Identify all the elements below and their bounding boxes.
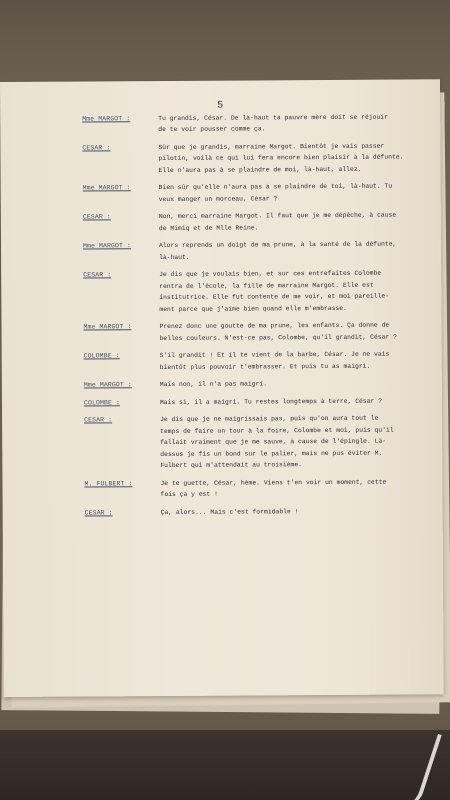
dialogue-line: ment parce que j'aime bien quand elle m'embrasse.: [159, 304, 348, 313]
dialogue-entry: [1, 270, 441, 313]
page-number: 5: [217, 100, 224, 112]
dialogue-line: Bien sûr qu'elle n'aura pas à se plaindre de toi, là-haut. Tu: [158, 182, 393, 192]
dialogue-line: Tu grandis, César. De là-haut ta pauvre mère doit se réjouir: [158, 113, 388, 123]
dialogue-line: Alors reprends un doigt de ma prune, à la santé de la défunte,: [158, 240, 397, 250]
dialogue-line: Non, merci marraine Margot. Il faut que je me dépêche, à cause: [158, 211, 397, 221]
dialogue-line: Je dis que je voulais bien, et sur ces entrefaites Colombe: [159, 270, 382, 279]
dialogue-entry: [2, 379, 442, 389]
speaker-name: M. FULBERT :: [84, 479, 133, 488]
document-page: [0, 79, 444, 697]
dialogue-line: fois ça y est !: [160, 490, 218, 499]
speaker-name: COLOMBE :: [83, 352, 120, 360]
dialogue-line: Fulbert qui m'attendait au troisième.: [160, 461, 303, 470]
dialogue-entry: [0, 142, 440, 174]
speaker-name: CESAR :: [84, 508, 113, 517]
speaker-name: CESAR :: [84, 416, 113, 424]
dialogue-line: Mais non, il n'a pas maigri.: [159, 380, 268, 389]
dialogue-line: pilotin, voilà ce qui lui fera encore bien plaisir à la défunte.: [158, 153, 404, 163]
dialogue-line: Je dis que je ne maigrissais pas, puis qu'on aura tout le: [160, 415, 379, 424]
dialogue-line: de te voir pousser comme ça.: [158, 125, 266, 134]
dialogue-line: temps de faire un tour à la foire, Colombe et moi, puis qu'il: [160, 426, 394, 435]
dialogue-entry: [3, 507, 443, 517]
speaker-name: CESAR :: [82, 144, 111, 152]
dialogue-line: S'il grandit ! Et il te vient de la barbe, César. Je ne vais: [159, 350, 390, 360]
speaker-name: Mme MARGOT :: [82, 184, 131, 192]
dialogue-entry: [0, 113, 440, 134]
dialogue-entry: [2, 415, 442, 470]
dialogue-line: veux manger un morceau, César ?: [158, 195, 278, 203]
dialogue-entry: [2, 478, 442, 499]
dialogue-line: institutrice. Elle fut contente de me voir, et moi pareille-: [159, 292, 390, 302]
speaker-name: Mme MARGOT :: [82, 115, 131, 123]
dialogue-entry: [1, 182, 441, 203]
speaker-name: CESAR :: [82, 213, 111, 221]
dialogue-line: dessus je fis un bond sur le palier, mais ne pus éviter M.: [160, 449, 383, 458]
dialogue-line: Elle n'aura pas à se plaindre de moi, là-haut, allez.: [158, 165, 362, 174]
dialogue-line: Je te guette, César, hème. Viens t'en voir un moment, cette: [160, 478, 387, 487]
dialogue-entry: [2, 350, 442, 371]
dialogue-line: Ça, alors... Mais c'est formidable !: [160, 507, 299, 516]
dialogue-entry: [2, 397, 442, 407]
dialogue-entry: [1, 240, 441, 261]
speaker-name: CESAR :: [83, 271, 112, 279]
dialogue-list: [0, 113, 440, 517]
dialogue-line: bientôt plus pouvoir t'embrasser. Et puis tu as maigri.: [159, 362, 371, 371]
dialogue-entry: [1, 211, 441, 232]
speaker-name: COLOMBE :: [83, 399, 120, 407]
speaker-name: Mme MARGOT :: [82, 242, 132, 250]
dialogue-line: rentra de l'école, la fille de marraine Margot. Elle est: [159, 281, 374, 290]
speaker-name: Mme MARGOT :: [83, 323, 132, 331]
speaker-name: Mme MARGOT :: [83, 381, 132, 389]
dialogue-line: Mais si, il a maigri. Tu restes longtemps à terre, César ?: [159, 397, 383, 406]
table-surface: [0, 730, 450, 800]
dialogue-line: Prenez donc une goutte de ma prune, les enfants. Ça donne de: [159, 321, 390, 331]
dialogue-entry: [1, 321, 441, 342]
dialogue-line: de Mimiq et de Mlle Reine.: [158, 224, 259, 232]
dialogue-line: Sûr que je grandis, marraine Margot. Bientôt je vais passer: [158, 142, 385, 152]
dialogue-line: là-haut.: [159, 253, 190, 261]
dialogue-line: fallait vraiment que je me sauve, à cause de l'épingle. Là-: [160, 437, 387, 447]
dialogue-line: belles couleurs. N'est-ce pas, Colombe, qu'il grandit, César ?: [159, 333, 397, 342]
